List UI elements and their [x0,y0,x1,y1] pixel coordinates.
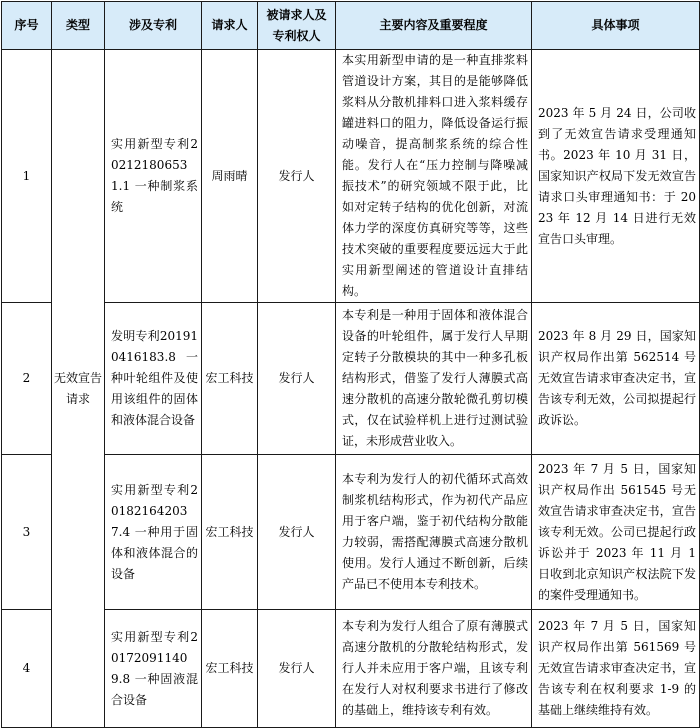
header-respondent [258,2,336,50]
table-row [2,50,700,303]
row-content: 本专利为发行人的初代循环式高效制浆机结构形式，作为初代产品应用于客户端，鉴于初代结构分散能力较弱，需搭配薄膜式高速分散机使用。发行人通过不断创新，后续产品已不使用本专利技术。 [336,455,532,610]
row-seq: 1 [2,50,52,303]
row-respondent: 发行人 [258,303,336,455]
header-content: 主要内容及重要程度 [336,2,532,50]
row-respondent: 发行人 [258,50,336,303]
row-content: 本实用新型申请的是一种直排浆料管道设计方案，其目的是能够降低浆料从分散机排料口进入浆料缓存罐进料口的阻力，降低设备运行振动噪音，提高制浆系统的综合性能。发行人在“压力控制与降噪减振技术”的研究领域不限于此，比如对定转子结构的优化创新，对流体力学的深度仿真研究等等，这些技术突破的重要程度要远远大于此实用新型阐述的管道设计直排结构。 [336,50,532,303]
table-header-row [2,2,700,50]
row-seq: 3 [2,455,52,610]
row-patent: 实用新型专利201821642037.4 一种用于固体和液体混合的设备 [105,455,202,610]
row-respondent: 发行人 [258,610,336,728]
row-patent: 实用新型专利202121806531.1 一种制浆系统 [105,50,202,303]
header-respondent-line1: 被请求人及 [266,7,327,22]
row-requester: 宏工科技 [202,610,258,728]
row-requester: 周雨晴 [202,50,258,303]
row-details: 2023 年 8 月 29 日，国家知识产权局作出第 562514 号无效宣告请求审查决定书，宣告该专利无效，公司拟提起行政诉讼。 [532,303,700,455]
header-requester: 请求人 [202,2,258,50]
row-content: 本专利为发行人组合了原有薄膜式高速分散机的分散轮结构形式，发行人并未应用于客户端，且该专利在发行人对权利要求书进行了修改的基础上，维持该专利有效。 [336,610,532,728]
header-details: 具体事项 [532,2,700,50]
row-requester: 宏工科技 [202,455,258,610]
header-type: 类型 [52,2,105,50]
row-content: 本专利是一种用于固体和液体混合设备的叶轮组件，属于发行人早期定转子分散模块的其中一种多孔板结构形式，借鉴了发行人薄膜式高速分散机的高速分散轮微孔剪切模式，仅在试验样机上进行过测试验证，未形成营业收入。 [336,303,532,455]
row-details: 2023 年 7 月 5 日，国家知识产权局作出 561545 号无效宣告请求审查决定书，宣告该专利无效。公司已提起行政诉讼并于 2023 年 11 月 1 日收到北京知识产权法院下发的案件受理通知书。 [532,455,700,610]
header-seq: 序号 [2,2,52,50]
row-details: 2023 年 7 月 5 日，国家知识产权局作出第 561569 号无效宣告请求审查决定书，宣告该专利在权利要求 1-9 的基础上继续维持有效。 [532,610,700,728]
table-row [2,303,700,455]
header-respondent-line2: 专利权人 [272,28,321,43]
row-seq: 4 [2,610,52,728]
row-details: 2023 年 5 月 24 日，公司收到了无效宣告请求受理通知书。2023 年 10 月 31 日，国家知识产权局下发无效宣告请求口头审理通知书：于 2023 年 12 月 14 日进行无效宣告口头审理。 [532,50,700,303]
row-patent: 实用新型专利201720911409.8 一种固液混合设备 [105,610,202,728]
header-patent: 涉及专利 [105,2,202,50]
patent-invalidation-table [1,1,700,728]
row-requester: 宏工科技 [202,303,258,455]
table-row [2,455,700,610]
type-cell: 无效宣告请求 [52,50,105,728]
row-respondent: 发行人 [258,455,336,610]
row-patent: 发明专利201910416183.8 一种叶轮组件及使用该组件的固体和液体混合设备 [105,303,202,455]
row-seq: 2 [2,303,52,455]
